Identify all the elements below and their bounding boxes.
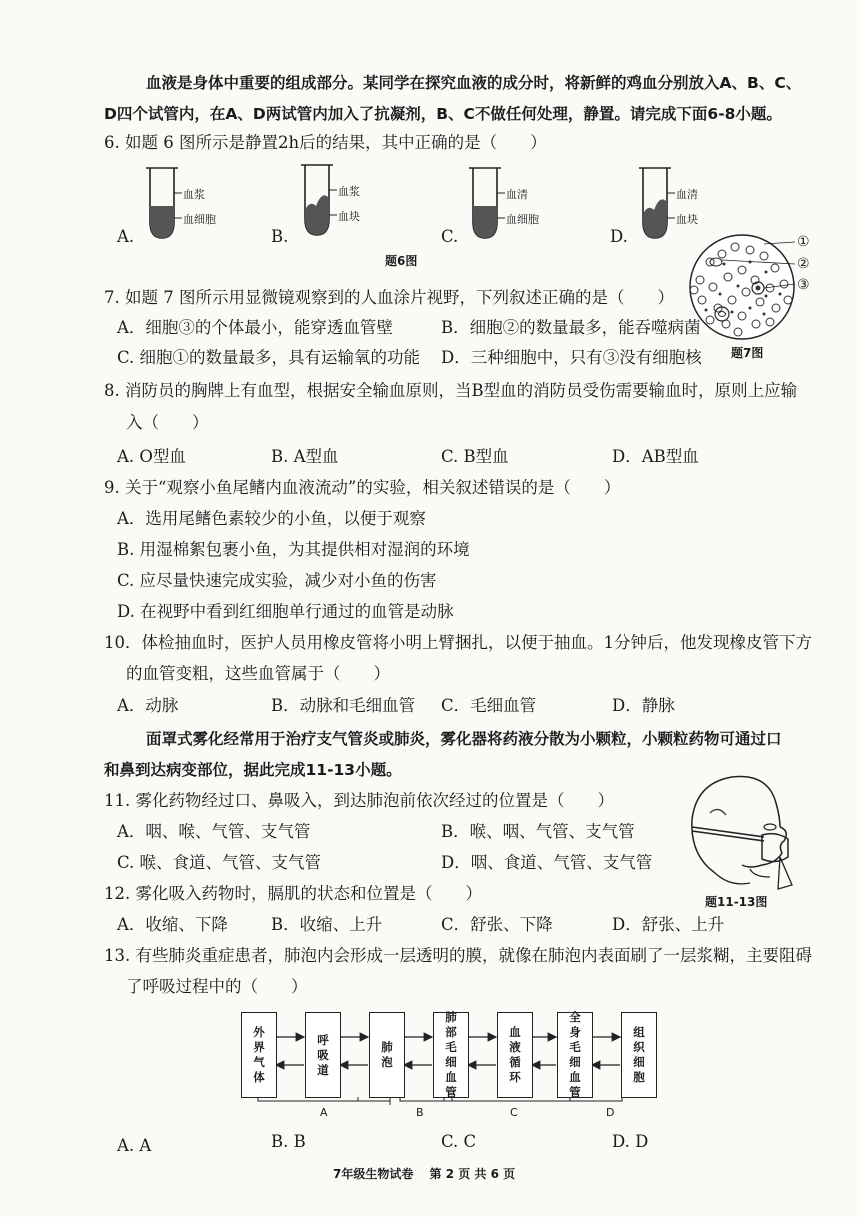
q9-option-c[interactable]: C. 应尽量快速完成实验，减少对小鱼的伤害 [117,571,437,590]
q8-stem-line-2: 入（ ） [126,413,209,432]
q7-stem: 7. 如题 7 图所示用显微镜观察到的人血涂片视野，下列叙述正确的是（ ） [104,288,674,307]
q7-option-c[interactable]: C. 细胞①的数量最多，具有运输氧的功能 [117,348,421,367]
q10-stem-line-2: 的血管变粗，这些血管属于（ ） [126,664,390,683]
q13-stem-line-2: 了呼吸过程中的（ ） [126,977,308,996]
q13-option-c[interactable]: C. C [441,1132,477,1151]
q10-stem-line-1: 10．体检抽血时，医护人员用橡皮管将小明上臂捆扎，以便于抽血。1分钟后，他发现橡皮管下方 [104,633,812,652]
flow-box-body-capillaries-label: 全身毛细血管 [569,1010,581,1099]
q7-caption: 题7图 [731,346,764,360]
q10-option-a[interactable]: A．动脉 [117,696,179,715]
flow-box-blood-circulation-label: 血液循环 [509,1025,521,1084]
flow-box-alveoli [369,1012,405,1098]
tube-c [469,168,505,238]
tube-b [301,165,337,235]
flow-box-airway [305,1012,341,1098]
tube-a [146,168,182,238]
q8-option-d[interactable]: D．AB型血 [612,447,699,466]
intro2-line-2: 和鼻到达病变部位，据此完成11-13小题。 [104,761,402,779]
flow-box-tissue-cells [621,1012,657,1098]
q7-option-d[interactable]: D．三种细胞中，只有③没有细胞核 [441,348,702,367]
tube-a-top-label: 血浆 [183,188,205,201]
tube-c-top-label: 血清 [506,188,528,201]
flow-box-blood-circulation [497,1012,533,1098]
q11-stem: 11. 雾化药物经过口、鼻吸入，到达肺泡前依次经过的位置是（ ） [104,791,614,810]
q8-option-c[interactable]: C. B型血 [441,447,509,466]
q6-option-d[interactable]: D. [610,227,628,246]
tube-b-bottom-label: 血块 [338,210,360,223]
q12-stem: 12. 雾化吸入药物时，膈肌的状态和位置是（ ） [104,884,482,903]
q7-marker-2: ② [797,256,810,272]
flow-box-lung-capillaries-label: 肺部毛细血管 [445,1010,457,1099]
q7-marker-3: ③ [797,277,810,293]
q6-stem: 6. 如题 6 图所示是静置2h后的结果，其中正确的是（ ） [104,133,547,152]
q6-option-a[interactable]: A. [117,227,135,246]
q10-option-b[interactable]: B．动脉和毛细血管 [271,696,416,715]
q8-stem-line-1: 8. 消防员的胸牌上有血型，根据安全输血原则，当B型血的消防员受伤需要输血时，原则上应输 [104,381,798,400]
q9-option-b[interactable]: B. 用湿棉絮包裹小鱼，为其提供相对湿润的环境 [117,540,470,559]
q6-option-b[interactable]: B. [271,227,289,246]
tube-d [639,168,675,238]
q13-stem-line-1: 13. 有些肺炎重症患者，肺泡内会形成一层透明的膜，就像在肺泡内表面刷了一层浆糊，主要阻碍 [104,946,812,965]
tube-d-top-label: 血清 [676,188,698,201]
flow-box-tissue-cells-label: 组织细胞 [633,1025,645,1084]
flow-box-outside-air [241,1012,277,1098]
q12-option-a[interactable]: A．收缩、下降 [117,915,228,934]
q6-caption: 题6图 [385,254,418,268]
q6-option-c[interactable]: C. [441,227,459,246]
tube-c-bottom-label: 血细胞 [506,213,539,226]
q13-option-b[interactable]: B. B [271,1132,306,1151]
q9-option-a[interactable]: A．选用尾鳍色素较少的小鱼，以便于观察 [117,509,426,528]
q13-option-a[interactable]: A. A [117,1136,152,1155]
flow-label-d: D [606,1106,615,1119]
q10-option-c[interactable]: C．毛细血管 [441,696,537,715]
intro-line-2: D四个试管内，在A、D两试管内加入了抗凝剂，B、C不做任何处理，静置。请完成下面6-8小题。 [104,105,782,123]
q6-figure [110,160,730,250]
flow-label-a: A [320,1106,328,1119]
q11-caption: 题11-13图 [705,895,768,909]
q9-stem: 9. 关于“观察小鱼尾鳍内血液流动”的实验，相关叙述错误的是（ ） [104,478,621,497]
q8-option-a[interactable]: A. O型血 [117,447,186,466]
q12-option-c[interactable]: C．舒张、下降 [441,915,553,934]
q10-option-d[interactable]: D．静脉 [612,696,675,715]
q11-option-c[interactable]: C. 喉、食道、气管、支气管 [117,853,322,872]
intro-line-1: 血液是身体中重要的组成部分。某同学在探究血液的成分时，将新鲜的鸡血分别放入A、B、C、 [146,74,802,92]
q8-option-b[interactable]: B. A型血 [271,447,339,466]
q7-option-b[interactable]: B．细胞②的数量最多，能吞噬病菌 [441,318,701,337]
q11-option-a[interactable]: A．咽、喉、气管、支气管 [117,822,311,841]
q12-option-b[interactable]: B．收缩、上升 [271,915,383,934]
tube-d-bottom-label: 血块 [676,213,698,226]
q11-option-b[interactable]: B．喉、咽、气管、支气管 [441,822,635,841]
tube-a-bottom-label: 血细胞 [183,213,216,226]
q11-option-d[interactable]: D．咽、食道、气管、支气管 [441,853,653,872]
q11-figure [680,765,810,893]
q9-option-d[interactable]: D. 在视野中看到红细胞单行通过的血管是动脉 [117,602,454,621]
flow-label-c: C [510,1106,518,1119]
q13-option-d[interactable]: D. D [612,1132,649,1151]
q7-option-a[interactable]: A．细胞③的个体最小，能穿透血管壁 [117,318,393,337]
flow-box-body-capillaries [557,1012,593,1098]
page-footer: 7年级生物试卷 第 2 页 共 6 页 [333,1167,516,1181]
intro2-line-1: 面罩式雾化经常用于治疗支气管炎或肺炎，雾化器将药液分散为小颗粒，小颗粒药物可通过口 [146,730,782,748]
flow-box-outside-air-label: 外界气体 [253,1025,265,1084]
flow-box-airway-label: 呼吸道 [317,1032,329,1077]
flow-box-lung-capillaries [433,1012,469,1098]
flow-box-alveoli-label: 肺泡 [381,1040,393,1069]
q7-marker-1: ① [797,234,810,250]
tube-b-top-label: 血浆 [338,185,360,198]
q12-option-d[interactable]: D．舒张、上升 [612,915,725,934]
flow-label-b: B [416,1106,424,1119]
